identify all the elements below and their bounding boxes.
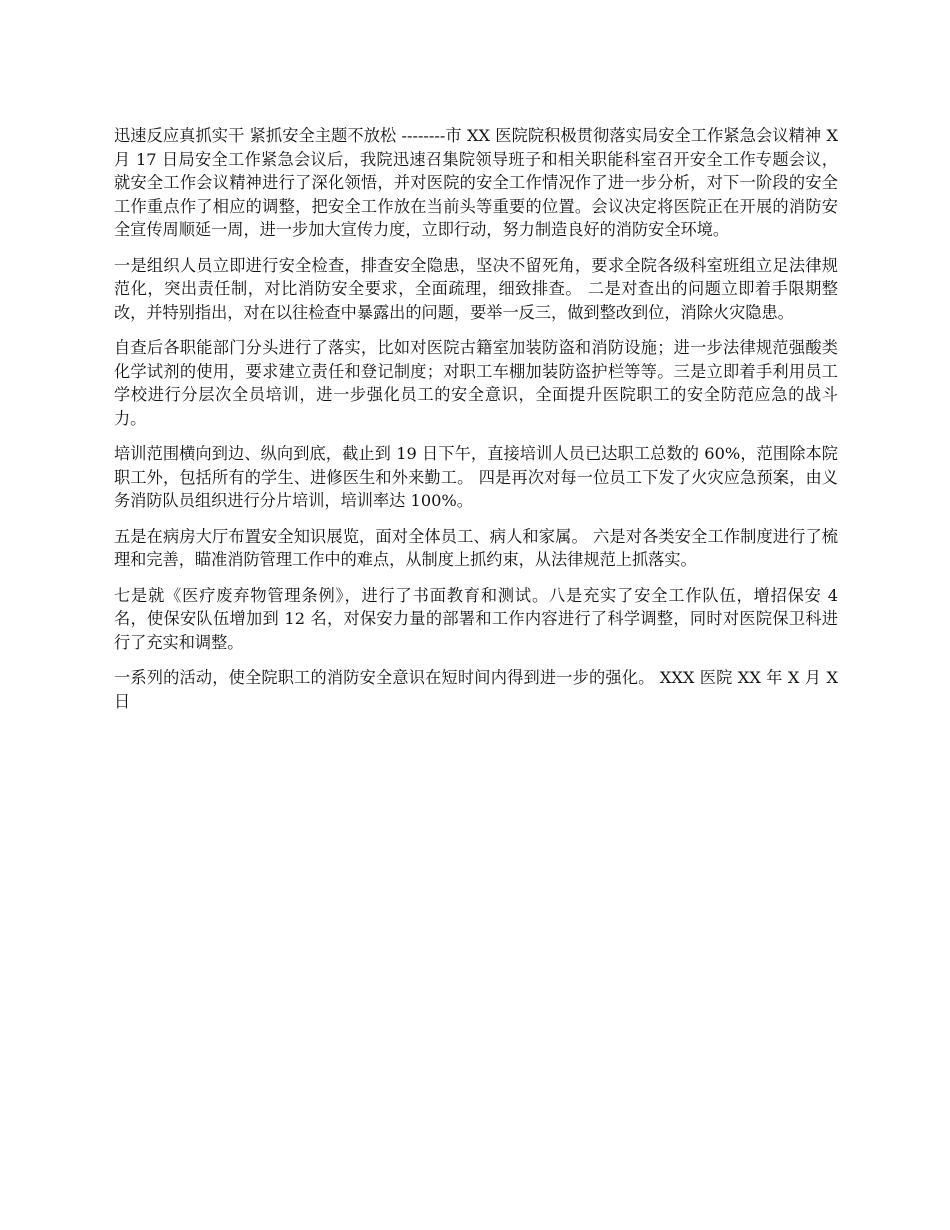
paragraph-2: 一是组织人员立即进行安全检查，排查安全隐患，坚决不留死角，要求全院各级科室班组立足法律规范化，突出责任制，对比消防安全要求，全面疏理，细致排查。 二是对查出的问题立即着手限期整改，并特别指出，对在以往检查中暴露出的问题，要举一反三，做到整改到位，消除火灾隐患。: [114, 255, 838, 322]
paragraph-7: 一系列的活动，使全院职工的消防安全意识在短时间内得到进一步的强化。 XXX 医院 XX 年 X 月 X 日: [114, 668, 838, 711]
paragraph-6: 七是就《医疗废弃物管理条例》，进行了书面教育和测试。八是充实了安全工作队伍，增招保安 4 名，使保安队伍增加到 12 名，对保安力量的部署和工作内容进行了科学调整，同时对医院保卫科进行了充实和调整。: [114, 585, 838, 652]
paragraph-3: 自查后各职能部门分头进行了落实，比如对医院古籍室加装防盗和消防设施；进一步法律规范强酸类化学试剂的使用，要求建立责任和登记制度；对职工车棚加装防盗护栏等等。三是立即着手利用员工学校进行分层次全员培训，进一步强化员工的安全意识，全面提升医院职工的安全防范应急的战斗力。: [114, 338, 838, 428]
paragraph-4: 培训范围横向到边、纵向到底，截止到 19 日下午，直接培训人员已达职工总数的 60%，范围除本院职工外，包括所有的学生、进修医生和外来勤工。 四是再次对每一位员工下发了火灾应急预案，由义务消防队员组织进行分片培训，培训率达 100%。: [114, 444, 838, 510]
paragraph-5: 五是在病房大厅布置安全知识展览，面对全体员工、病人和家属。 六是对各类安全工作制度进行了梳理和完善，瞄准消防管理工作中的难点，从制度上抓约束，从法律规范上抓落实。: [114, 526, 838, 569]
document-body: [114, 124, 838, 725]
paragraph-1: 迅速反应真抓实干 紧抓安全主题不放松 --------市 XX 医院院积极贯彻落实局安全工作紧急会议精神 X 月 17 日局安全工作紧急会议后，我院迅速召集院领导班子和相关职能科室召开安全工作专题会议，就安全工作会议精神进行了深化领悟，并对医院的安全工作情况作了进一步分析，对下一阶段的安全工作重点作了相应的调整，把安全工作放在当前头等重要的位置。会议决定将医院正在开展的消防安全宣传周顺延一周，进一步加大宣传力度，立即行动，努力制造良好的消防安全环境。: [114, 126, 838, 239]
